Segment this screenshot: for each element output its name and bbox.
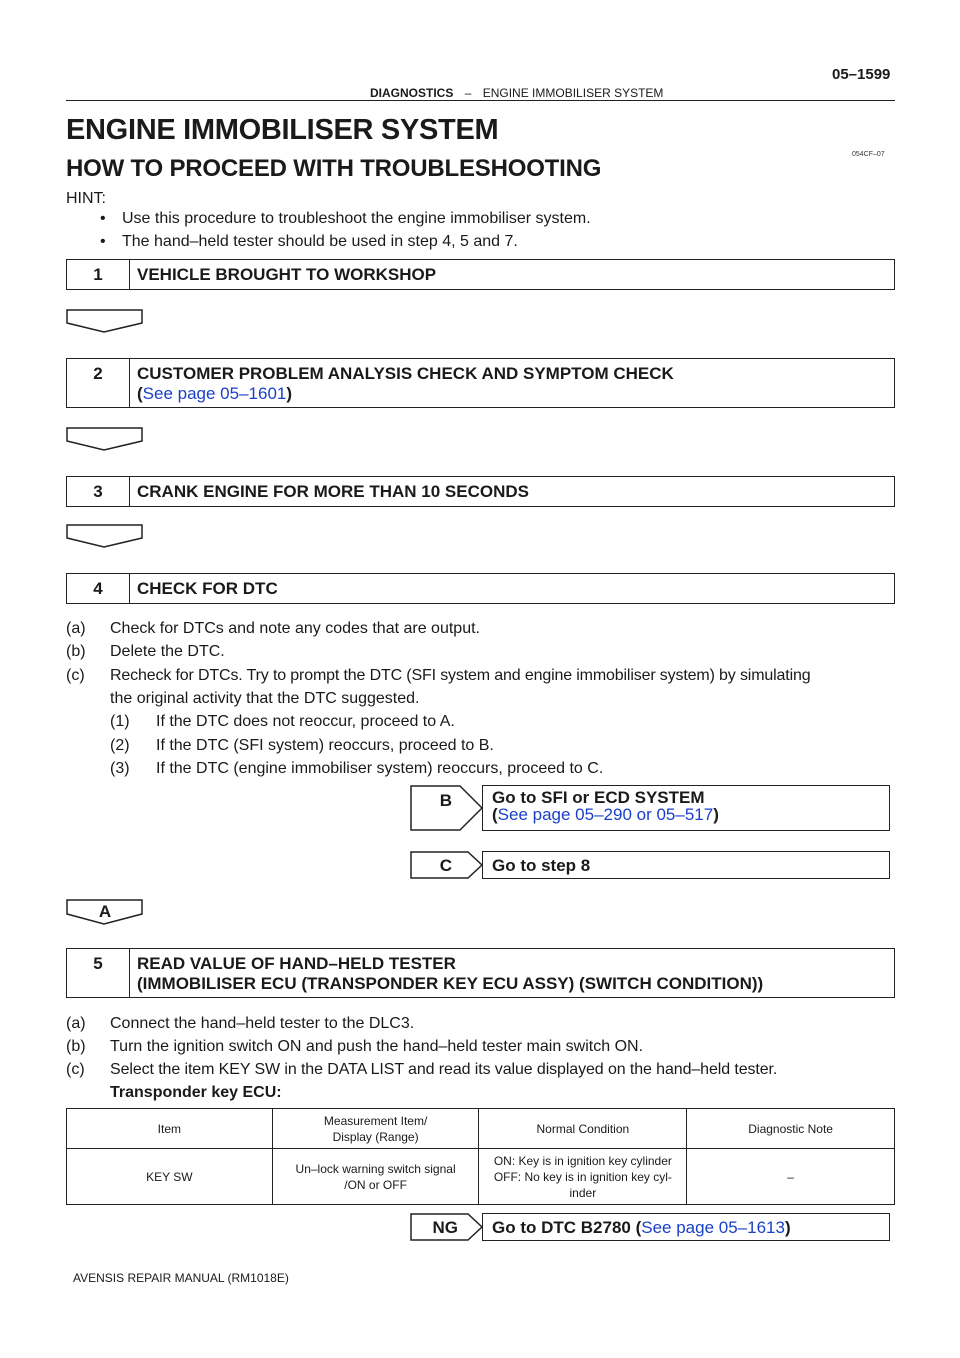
header-item: Item — [67, 1109, 273, 1149]
cell-normal: ON: Key is in ignition key cylinder OFF: No key is in ignition key cyl- inder — [479, 1149, 687, 1205]
cell-diagnostic: – — [687, 1149, 895, 1205]
result-a-label: A — [98, 902, 112, 921]
step-4-item-b: Delete the DTC. — [110, 643, 225, 660]
step-1-number: 1 — [67, 260, 130, 289]
step-5-item-c-mark: (c) — [66, 1061, 85, 1078]
step-4-item-b-mark: (b) — [66, 643, 86, 660]
cell-item: KEY SW — [67, 1149, 273, 1205]
footer: AVENSIS REPAIR MANUAL (RM1018E) — [73, 1271, 289, 1285]
step-5-item-c: Select the item KEY SW in the DATA LIST and read its value displayed on the hand–held tester. — [110, 1061, 778, 1078]
step-2-box — [66, 358, 895, 408]
header-normal: Normal Condition — [479, 1109, 687, 1149]
step-5-item-b-mark: (b) — [66, 1038, 86, 1055]
branch-ng-result: Go to DTC B2780 (See page 05–1613) — [482, 1213, 890, 1241]
hint-label: HINT: — [66, 190, 106, 207]
branch-ng — [410, 1213, 890, 1241]
header-subsection: ENGINE IMMOBILISER SYSTEM — [482, 86, 664, 100]
table-caption: Transponder key ECU: — [110, 1084, 282, 1101]
branch-b — [410, 785, 890, 831]
step-3-title: CRANK ENGINE FOR MORE THAN 10 SECONDS — [137, 482, 529, 501]
table-row — [67, 1149, 895, 1205]
branch-b-label: B — [439, 791, 452, 810]
result-arrow-3 — [66, 524, 144, 548]
step-4-number: 4 — [67, 574, 130, 603]
cell-measurement: Un–lock warning switch signal /ON or OFF — [272, 1149, 479, 1205]
result-arrow-2 — [66, 427, 144, 451]
step-4-item-c-mark: (c) — [66, 667, 85, 684]
table-header-row — [67, 1109, 895, 1149]
step-4-item-c-cont: the original activity that the DTC suggested. — [110, 690, 420, 707]
step-4-sub-2: If the DTC (SFI system) reoccurs, proceed to B. — [156, 737, 494, 754]
branch-b-page-link[interactable]: See page 05–290 or 05–517 — [497, 805, 714, 824]
step-4-sub-1-mark: (1) — [110, 713, 130, 730]
step-5-title: READ VALUE OF HAND–HELD TESTER — [137, 954, 456, 973]
step-3-number: 3 — [67, 477, 130, 506]
result-arrow-1 — [66, 309, 144, 333]
page-subtitle: HOW TO PROCEED WITH TROUBLESHOOTING — [66, 155, 602, 182]
branch-ng-arrow — [410, 1213, 482, 1241]
step-4-item-a: Check for DTCs and note any codes that are output. — [110, 620, 480, 637]
step-1-box — [66, 259, 895, 290]
branch-b-ref: (See page 05–290 or 05–517) — [492, 805, 719, 824]
header-measurement: Measurement Item/ Display (Range) — [272, 1109, 479, 1149]
step-2-title: CUSTOMER PROBLEM ANALYSIS CHECK AND SYMPTOM CHECK — [137, 364, 674, 383]
step-5-item-a: Connect the hand–held tester to the DLC3. — [110, 1015, 415, 1032]
page-title: ENGINE IMMOBILISER SYSTEM — [66, 114, 499, 146]
branch-b-text: Go to SFI or ECD SYSTEM — [492, 788, 705, 807]
step-4-sub-3-mark: (3) — [110, 760, 130, 777]
step-4-sub-3: If the DTC (engine immobiliser system) reoccurs, proceed to C. — [156, 760, 604, 777]
branch-b-arrow — [410, 785, 482, 831]
data-list-table — [66, 1108, 895, 1205]
hint-bullet-1: • Use this procedure to troubleshoot the engine immobiliser system. — [122, 210, 591, 228]
branch-c-text: Go to step 8 — [482, 851, 890, 879]
branch-ng-page-link[interactable]: See page 05–1613 — [641, 1218, 785, 1237]
result-arrow-a — [66, 899, 144, 925]
step-4-item-c: Recheck for DTCs. Try to prompt the DTC (SFI system and engine immobiliser system) by simulating — [110, 667, 811, 684]
branch-c — [410, 851, 890, 879]
step-5-item-a-mark: (a) — [66, 1015, 86, 1032]
running-header — [370, 86, 663, 100]
step-2-title-block — [130, 359, 674, 407]
branch-ng-label: NG — [432, 1218, 458, 1237]
header-diagnostic: Diagnostic Note — [687, 1109, 895, 1149]
step-4-item-a-mark: (a) — [66, 620, 86, 637]
branch-c-arrow — [410, 851, 482, 879]
step-4-box — [66, 573, 895, 604]
branch-b-result — [482, 785, 890, 831]
step-4-sub-2-mark: (2) — [110, 737, 130, 754]
step-2-ref: (See page 05–1601) — [137, 384, 293, 403]
header-section: DIAGNOSTICS — [370, 86, 454, 100]
step-5-title-block — [130, 949, 763, 997]
step-4-title: CHECK FOR DTC — [137, 579, 278, 598]
step-3-box — [66, 476, 895, 507]
header-rule — [66, 100, 895, 101]
step-4-sub-1: If the DTC does not reoccur, proceed to A. — [156, 713, 455, 730]
step-5-box — [66, 948, 895, 998]
branch-c-label: C — [439, 856, 452, 875]
branch-ng-text: Go to DTC B2780 ( — [492, 1218, 642, 1237]
page-number: 05–1599 — [832, 66, 891, 83]
step-5-item-b: Turn the ignition switch ON and push the hand–held tester main switch ON. — [110, 1038, 644, 1055]
header-separator: – — [464, 86, 472, 100]
step-2-number: 2 — [67, 359, 130, 407]
doc-code: 054CF–07 — [852, 151, 885, 158]
step-1-title: VEHICLE BROUGHT TO WORKSHOP — [137, 265, 437, 284]
step-5-title-2: (IMMOBILISER ECU (TRANSPONDER KEY ECU ASSY) (SWITCH CONDITION)) — [137, 974, 764, 993]
step-2-page-link[interactable]: See page 05–1601 — [142, 384, 287, 403]
step-5-number: 5 — [67, 949, 130, 997]
hint-bullet-2: • The hand–held tester should be used in step 4, 5 and 7. — [122, 233, 518, 251]
